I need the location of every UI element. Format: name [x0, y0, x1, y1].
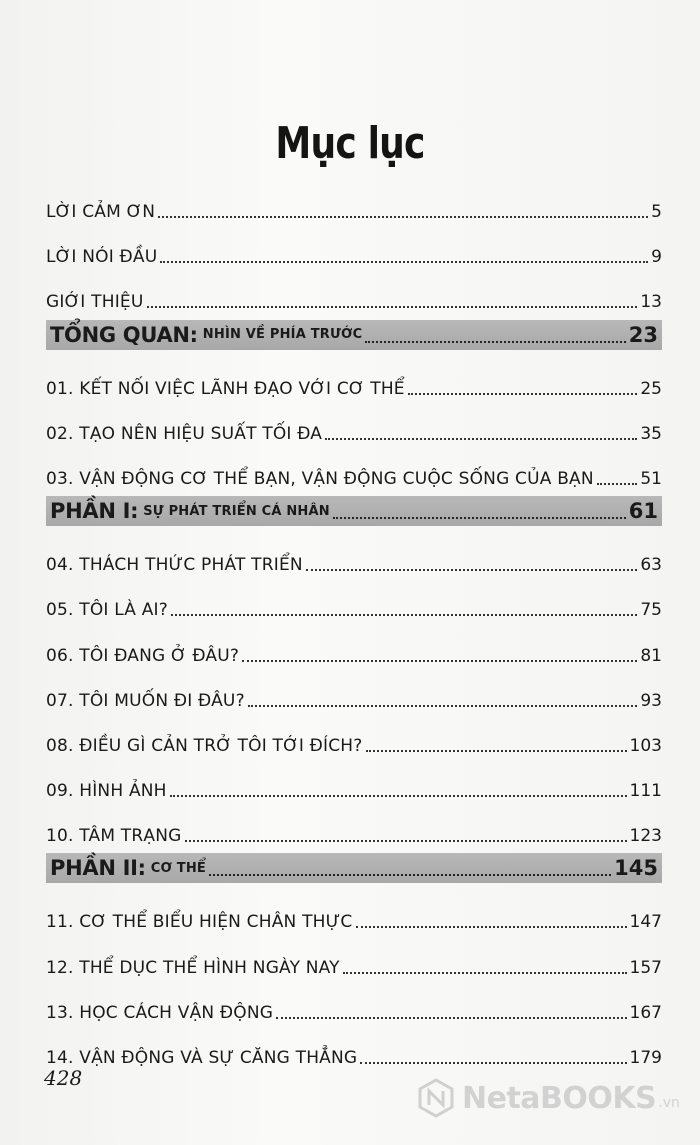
netabooks-logo-icon: [416, 1078, 456, 1118]
entry-title: 10. TÂM TRẠNG: [46, 826, 182, 847]
dot-leader: [171, 614, 637, 616]
dot-leader: [248, 705, 638, 707]
entry-title: 12. THỂ DỤC THỂ HÌNH NGÀY NAY: [46, 957, 340, 978]
entry-page-number: 61: [628, 499, 658, 524]
watermark: [416, 1078, 680, 1118]
section-label: TỔNG QUAN:: [50, 322, 198, 347]
dot-leader: [170, 795, 627, 797]
entry-title: 11. CƠ THỂ BIỂU HIỆN CHÂN THỰC: [46, 912, 353, 933]
entry-title: 09. HÌNH ẢNH: [46, 781, 167, 802]
toc-section-header: [46, 320, 662, 350]
toc-entry: [46, 985, 662, 1023]
entry-page-number: 23: [628, 322, 658, 347]
toc-entry: [46, 940, 662, 978]
entry-page-number: 147: [629, 912, 662, 933]
table-of-contents: [46, 184, 662, 1075]
entry-title: LỜI CẢM ƠN: [46, 202, 156, 222]
toc-entry: [46, 229, 662, 267]
section-label: PHẦN I:: [50, 499, 139, 524]
dot-leader: [306, 569, 638, 571]
dot-leader: [343, 972, 627, 974]
dot-leader: [333, 517, 626, 519]
toc-entry: [46, 628, 662, 666]
page-title: Mục lục: [275, 118, 425, 169]
entry-page-number: 81: [640, 645, 662, 666]
dot-leader: [158, 216, 648, 218]
toc-entry: [46, 274, 662, 312]
entry-page-number: 103: [629, 735, 662, 756]
dot-leader: [597, 483, 638, 485]
dot-leader: [185, 840, 627, 842]
entry-title: 06. TÔI ĐANG Ở ĐÂU?: [46, 645, 240, 666]
entry-title: 01. KẾT NỐI VIỆC LÃNH ĐẠO VỚI CƠ THỂ: [46, 378, 405, 399]
entry-page-number: 145: [614, 856, 658, 881]
dot-leader: [356, 926, 627, 928]
watermark-suffix: .vn: [658, 1095, 680, 1111]
dot-leader: [360, 1062, 626, 1064]
toc-entry: [46, 406, 662, 444]
section-sublabel: NHÌN VỀ PHÍA TRƯỚC: [202, 327, 363, 343]
toc-entry: [46, 184, 662, 222]
entry-page-number: 5: [651, 202, 662, 222]
dot-leader: [365, 341, 625, 343]
entry-title: 13. HỌC CÁCH VẬN ĐỘNG: [46, 1002, 274, 1023]
entry-page-number: 179: [629, 1048, 662, 1068]
entry-title: 04. THÁCH THỨC PHÁT TRIỂN: [46, 555, 303, 576]
entry-title: 02. TẠO NÊN HIỆU SUẤT TỐI ĐA: [46, 423, 323, 444]
entry-page-number: 75: [640, 600, 662, 621]
entry-page-number: 51: [640, 468, 662, 489]
page-number: 428: [44, 1066, 83, 1090]
toc-entry: [46, 718, 662, 756]
entry-title: GIỚI THIỆU: [46, 292, 144, 313]
entry-title: 07. TÔI MUỐN ĐI ĐÂU?: [46, 690, 245, 711]
toc-entry: [46, 537, 662, 575]
dot-leader: [325, 438, 637, 440]
dot-leader: [147, 306, 638, 308]
entry-page-number: 35: [640, 423, 662, 444]
toc-entry: [46, 763, 662, 801]
dot-leader: [276, 1017, 626, 1019]
entry-title: 05. TÔI LÀ AI?: [46, 600, 168, 621]
toc-entry: [46, 894, 662, 932]
section-label: PHẦN II:: [50, 856, 146, 881]
toc-section-header: [46, 496, 662, 526]
dot-leader: [209, 874, 611, 876]
entry-page-number: 111: [629, 781, 662, 802]
section-sublabel: SỰ PHÁT TRIỂN CÁ NHÂN: [143, 503, 330, 519]
watermark-text: NetaBOOKS: [462, 1080, 657, 1116]
dot-leader: [242, 660, 637, 662]
dot-leader: [366, 750, 627, 752]
entry-page-number: 13: [640, 292, 662, 313]
entry-title: LỜI NÓI ĐẦU: [46, 247, 158, 268]
entry-page-number: 167: [629, 1002, 662, 1023]
entry-page-number: 63: [640, 555, 662, 576]
toc-entry: [46, 361, 662, 399]
entry-title: 14. VẬN ĐỘNG VÀ SỰ CĂNG THẲNG: [46, 1048, 358, 1068]
toc-entry: [46, 582, 662, 620]
entry-page-number: 93: [640, 690, 662, 711]
toc-section-header: [46, 853, 662, 883]
toc-entry: [46, 673, 662, 711]
dot-leader: [408, 393, 638, 395]
toc-entry: [46, 1030, 662, 1068]
entry-page-number: 9: [651, 247, 662, 268]
toc-entry: [46, 451, 662, 489]
entry-page-number: 123: [629, 826, 662, 847]
section-sublabel: CƠ THỂ: [150, 860, 206, 876]
toc-entry: [46, 808, 662, 846]
entry-page-number: 25: [640, 378, 662, 399]
entry-title: 03. VẬN ĐỘNG CƠ THỂ BẠN, VẬN ĐỘNG CUỘC SỐNG CỦA BẠN: [46, 468, 594, 489]
entry-title: 08. ĐIỀU GÌ CẢN TRỞ TÔI TỚI ĐÍCH?: [46, 735, 363, 756]
entry-page-number: 157: [629, 957, 662, 978]
dot-leader: [160, 261, 648, 263]
